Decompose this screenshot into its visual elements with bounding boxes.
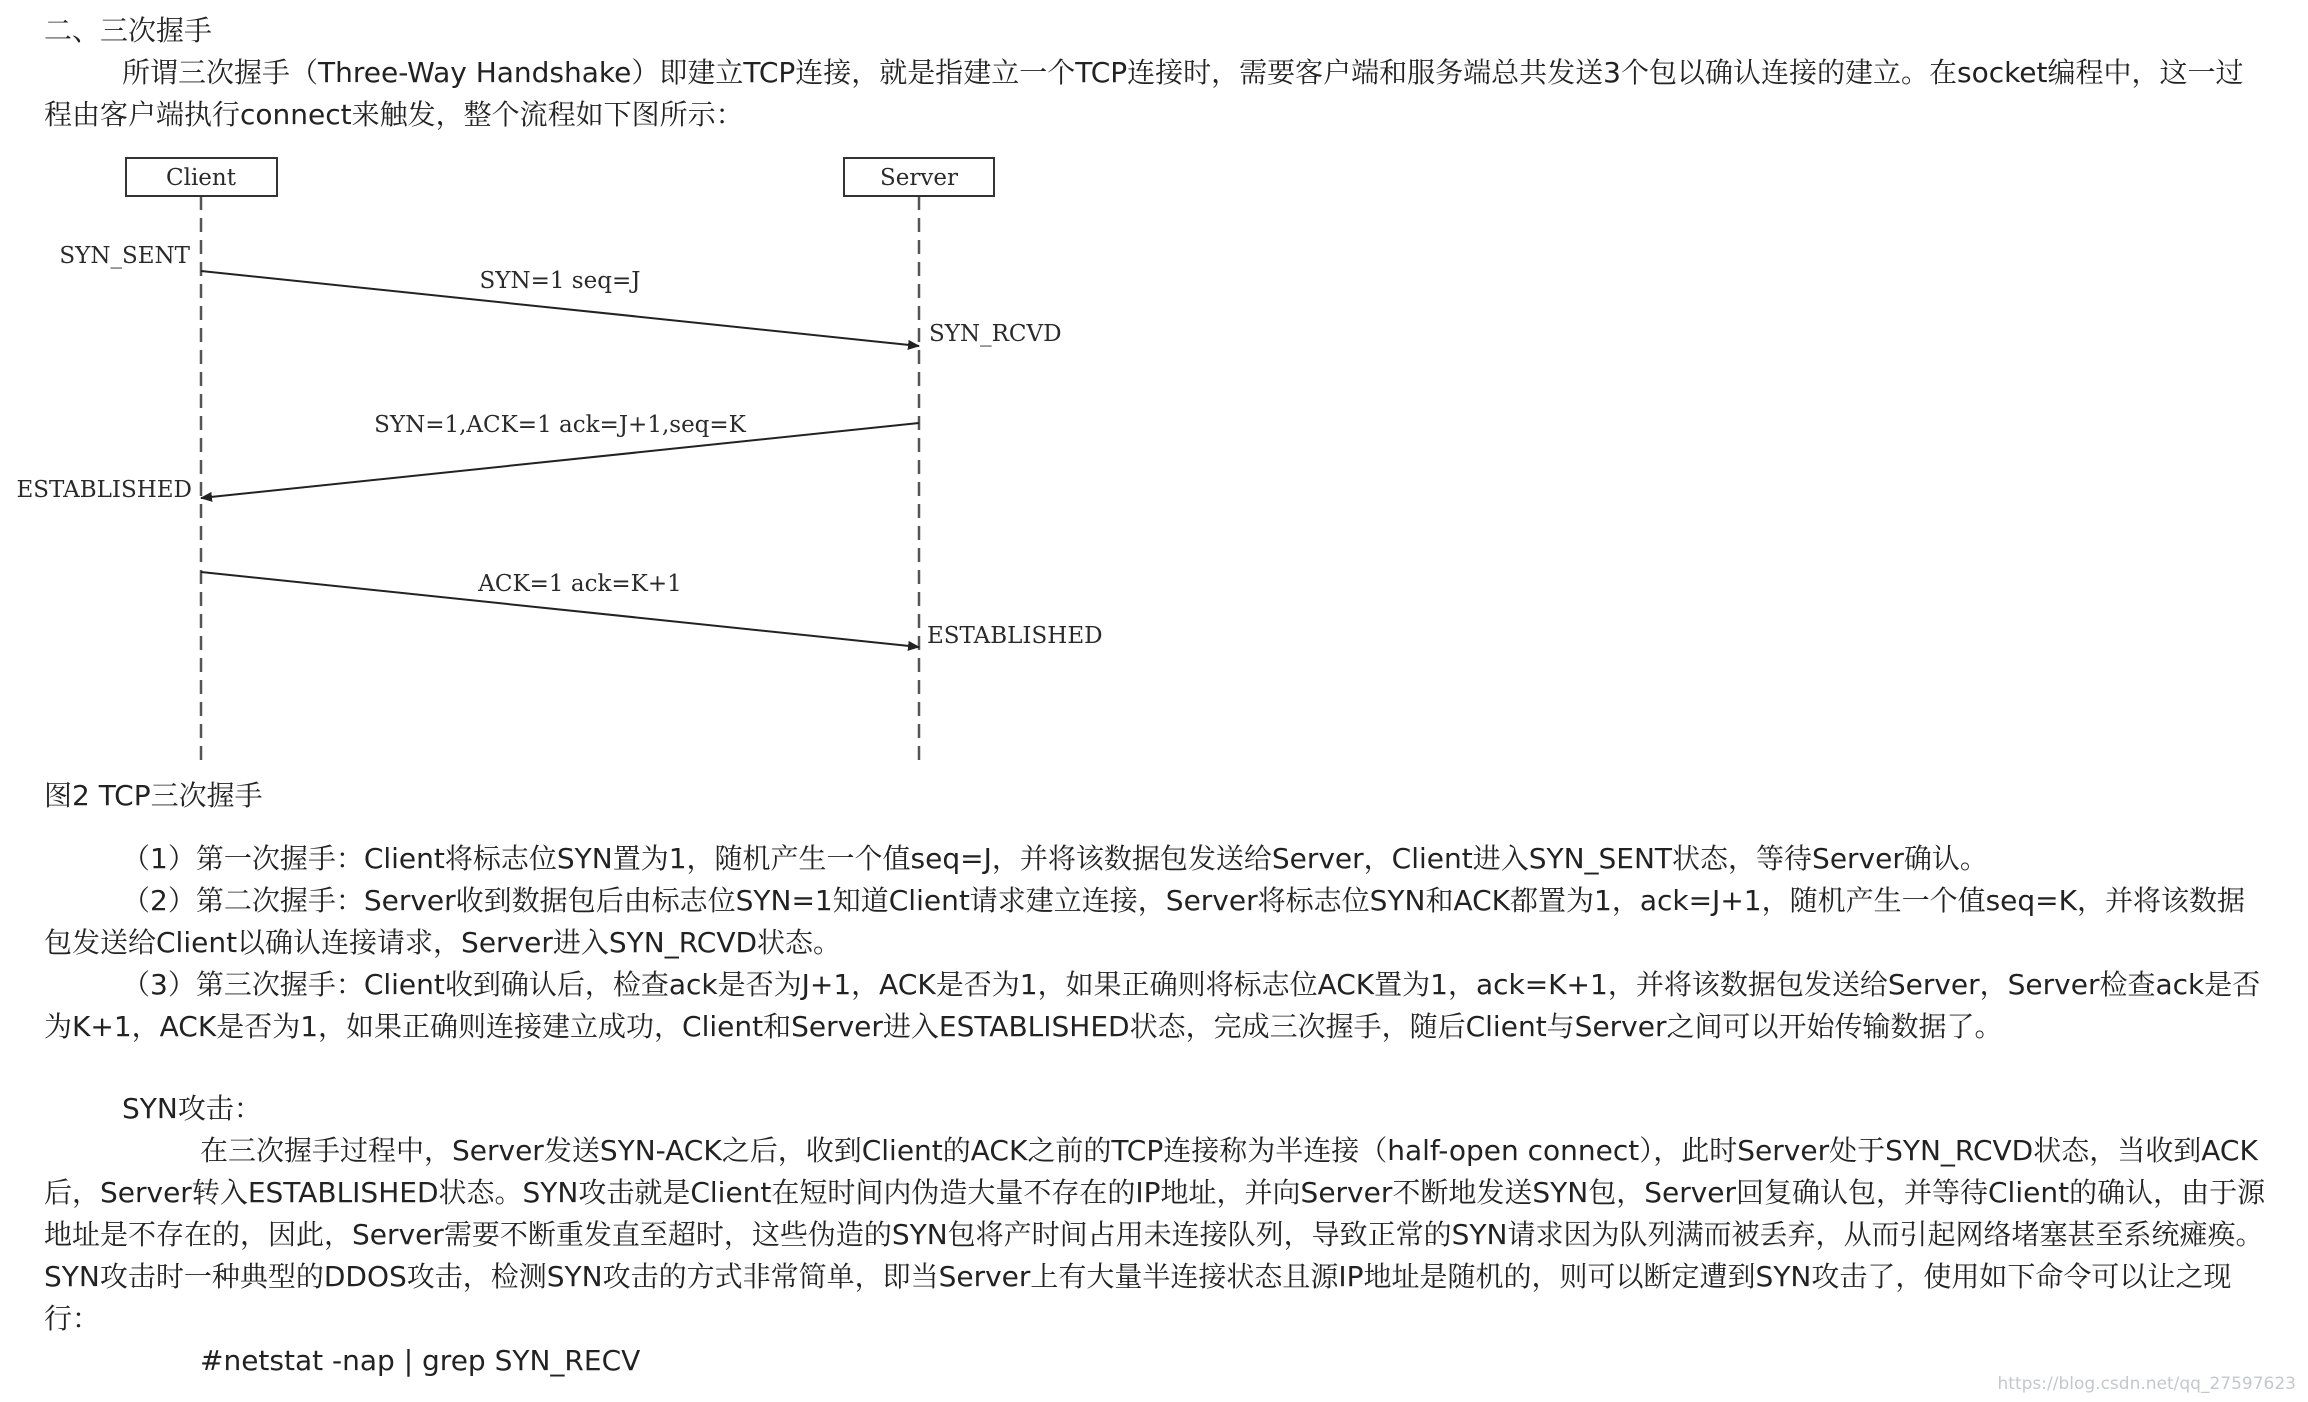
step-3-paragraph: （3）第三次握手：Client收到确认后，检查ack是否为J+1，ACK是否为1，如果正确则将标志位ACK置为1，ack=K+1，并将该数据包发送给Server，Server检查ack是否为K+1，ACK是否为1，如果正确则连接建立成功，Client和Server进入ESTABLISHED状态，完成三次握手，随后Client与Server之间可以开始传输数据了。 [44,968,2261,1043]
ack-label: ACK=1 ack=K+1 [478,571,682,597]
netstat-command: #netstat -nap | grep SYN_RECV [200,1344,641,1377]
step-1-paragraph: （1）第一次握手：Client将标志位SYN置为1，随机产生一个值seq=J，并将该数据包发送给Server，Client进入SYN_SENT状态，等待Server确认。 [122,842,1988,875]
step-2-paragraph: （2）第二次握手：Server收到数据包后由标志位SYN=1知道Client请求建立连接，Server将标志位SYN和ACK都置为1，ack=J+1，随机产生一个值seq=K，并将该数据包发送给Client以确认连接请求，Server进入SYN_RCVD状态。 [44,884,2246,959]
intro-paragraph: 所谓三次握手（Three-Way Handshake）即建立TCP连接，就是指建立一个TCP连接时，需要客户端和服务端总共发送3个包以确认连接的建立。在socket编程中，这一过程由客户端执行connect来触发，整个流程如下图所示： [44,56,2244,131]
section-heading: 二、三次握手 [44,14,213,47]
syn-attack-paragraph: 在三次握手过程中，Server发送SYN-ACK之后，收到Client的ACK之前的TCP连接称为半连接（half-open connect），此时Server处于SYN_RCVD状态，当收到ACK后，Server转入ESTABLISHED状态。SYN攻击就是Client在短时间内伪造大量不存在的IP地址，并向Server不断地发送SYN包，Server回复确认包，并等待Client的确认，由于源地址是不存在的，因此，Server需要不断重发直至超时，这些伪造的SYN包将产时间占用未连接队列，导致正常的SYN请求因为队列满而被丢弃，从而引起网络堵塞甚至系统瘫痪。SYN攻击时一种典型的DDOS攻击，检测SYN攻击的方式非常简单，即当Server上有大量半连接状态且源IP地址是随机的，则可以断定遭到SYN攻击了，使用如下命令可以让之现行： [44,1134,2266,1335]
state-client-established: ESTABLISHED [16,477,192,503]
syn-attack-title: SYN攻击： [122,1092,262,1125]
syn-ack-label: SYN=1,ACK=1 ack=J+1,seq=K [374,412,746,438]
state-syn-rcvd: SYN_RCVD [929,321,1062,347]
three-way-handshake-diagram [0,140,1120,770]
server-label: Server [880,165,958,191]
state-server-established: ESTABLISHED [927,623,1103,649]
watermark: https://blog.csdn.net/qq_27597623 [1997,1374,2296,1394]
client-label: Client [166,165,236,191]
state-syn-sent: SYN_SENT [59,243,190,269]
syn-label: SYN=1 seq=J [479,268,641,294]
figure-caption: 图2 TCP三次握手 [44,779,263,812]
